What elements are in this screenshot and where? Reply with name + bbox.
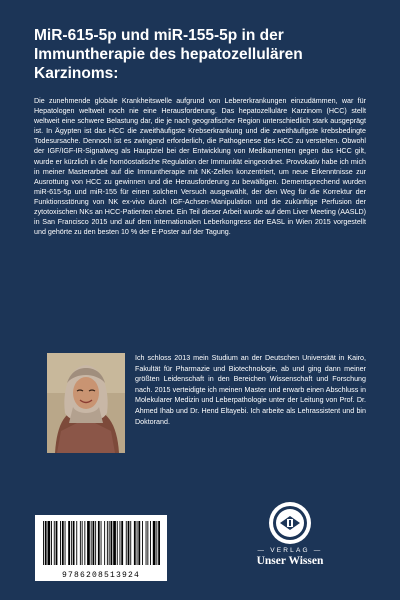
barcode-bar <box>146 521 147 565</box>
barcode-bar <box>153 521 156 565</box>
barcode-bar <box>107 521 108 565</box>
barcode-bar <box>134 521 136 565</box>
book-title: MiR-615-5p und miR-155-5p in der Immuntherapie des hepatozellulären Karzinoms: <box>34 27 303 82</box>
publisher-emblem-icon <box>267 500 313 546</box>
barcode-bar <box>150 521 151 565</box>
barcode-bar <box>104 521 105 565</box>
author-bio: Ich schloss 2013 mein Studium an der Deutschen Universität in Kairo, Fakultät für Pharmazie und Biotechnologie, ab und ging dann meiner größten Leidenschaft in den Bereichen Wissenschaft und Forschung nach. 2015 verteidigte ich meinen Master und erwarb einen Abschluss in Molekularer Medizin und Leberpathologie unter der Leitung von Prof. Dr. Ahmed Ihab und Dr. Hend Eltayebi. Ich arbeite als Lehrassistent und bin Doktorand. <box>135 354 366 426</box>
barcode-bar <box>101 521 102 565</box>
barcode-bar <box>51 521 52 565</box>
author-photo <box>47 353 125 453</box>
barcode-bar <box>56 521 58 565</box>
barcode-bar <box>111 521 113 565</box>
barcode-bar <box>98 521 100 565</box>
barcode-bar <box>138 521 140 565</box>
publisher-logo <box>238 500 342 580</box>
barcode-bar <box>130 521 131 565</box>
barcode-bar <box>137 521 138 565</box>
barcode-bar <box>71 521 72 565</box>
barcode-bar <box>128 521 130 565</box>
barcode-bar <box>95 521 96 565</box>
barcode-bar <box>113 521 116 565</box>
barcode-bar <box>147 521 148 565</box>
barcode-bar <box>65 521 66 565</box>
barcode-bar <box>48 521 51 565</box>
barcode-bar <box>109 521 110 565</box>
barcode-bar <box>93 521 95 565</box>
barcode-bar <box>87 521 90 565</box>
barcode-bar <box>54 521 55 565</box>
barcode-bar <box>156 521 157 565</box>
isbn-barcode <box>35 515 167 581</box>
publisher-name: Unser Wissen <box>256 555 324 567</box>
barcode-bar <box>158 521 160 565</box>
barcode-bar <box>82 521 83 565</box>
barcode-bar <box>60 521 61 565</box>
barcode-bar <box>43 521 44 565</box>
barcode-bar <box>117 521 118 565</box>
barcode-bar <box>91 521 92 565</box>
barcode-digits: 9786208513924 <box>61 571 140 580</box>
barcode-bar <box>84 521 85 565</box>
barcode-bars <box>35 515 167 571</box>
barcode-bar <box>45 521 47 565</box>
barcode-bar <box>126 521 127 565</box>
barcode-bar <box>68 521 70 565</box>
abstract-text: Die zunehmende globale Krankheitswelle aufgrund von Lebererkrankungen einzudämmen, war für Hepatologen weltweit noch nie eine Herausforderung. Das hepatozelluläre Karzinom (HCC) stellt weltweit eine schwere Belastung dar, die je nach geografischer Region unterschiedlich stark ausgeprägt ist. In Ägypten ist das HCC die zweithäufigste Krebserkrankung und die zweithäufigste krebsbedingte Todesursache. Dennoch ist es zwingend erforderlich, die Pathogenese des HCC zu verstehen. Obwohl der IGF/IGF-IR-Signalweg als Hauptziel bei der Entwicklung von Medikamenten gegen das HCC gilt, wurde er kürzlich in die homöostatische Regulation der Immunität eingeordnet. Provokativ habe ich mich in meiner Masterarbeit auf die Immuntherapie mit NK-Zellen konzentriert, um neue Erkenntnisse zur Ausrottung von HCC zu gewinnen und die Herausforderung zu bewältigen. Dementsprechend wurden miR-615-5p und miR-155 für einen solchen Versuch ausgewählt, der den Weg für die Korrektur der Funktionsstörung von NK ex-vivo durch IGF-Achsen-Manipulation und die zukünftige Perfusion der zytotoxischen NKs an HCC-Patienten ebnet. Ein Teil dieser Arbeit wurde auf dem Liver Meeting (AASLD) in San Francisco 2015 und auf dem internationalen Leberkongress der EASL in Wien 2015 vorgestellt und gehörte zu den besten 10 % der E-Poster auf der Tagung. <box>34 97 366 237</box>
publisher-verlag-label: — VERLAG — <box>257 547 323 554</box>
barcode-bar <box>80 521 81 565</box>
barcode-bar <box>121 521 123 565</box>
barcode-bar <box>120 521 121 565</box>
barcode-bar <box>76 521 77 565</box>
barcode-bar <box>142 521 143 565</box>
barcode-bar <box>73 521 75 565</box>
barcode-bar <box>62 521 64 565</box>
